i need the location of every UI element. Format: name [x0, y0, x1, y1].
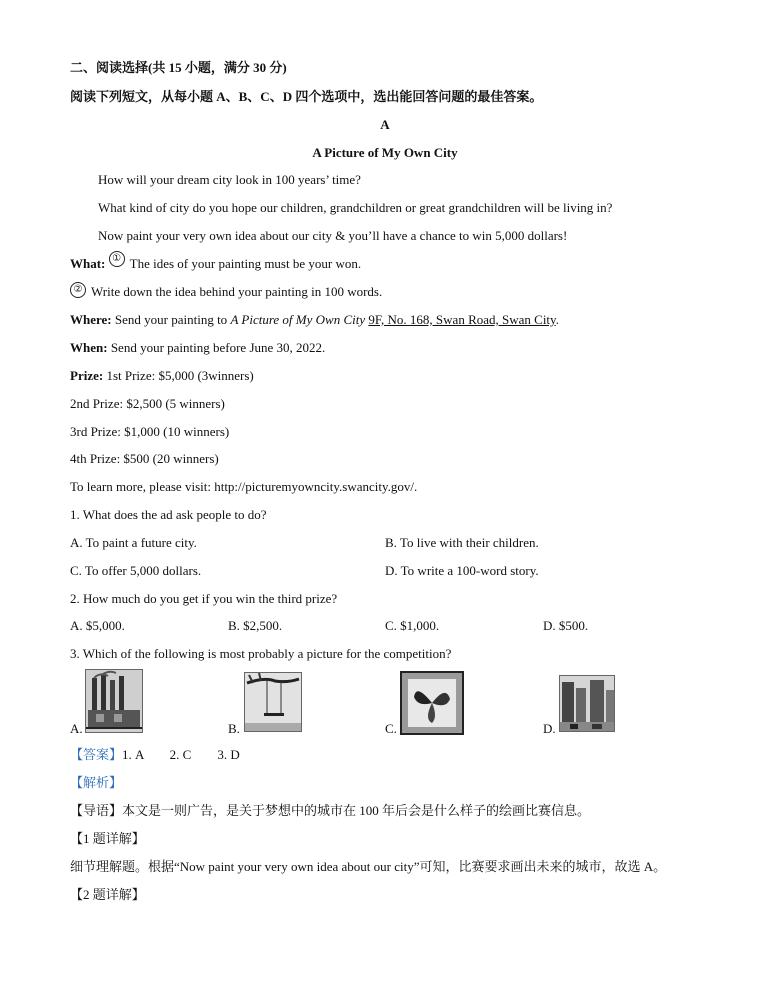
- analysis-label: 【解析】: [70, 775, 123, 790]
- city-street-image: [559, 675, 615, 732]
- what-line-2: [70, 284, 382, 302]
- circle-two-marker: ②: [70, 282, 86, 298]
- where-address: 9F, No. 168, Swan Road, Swan City: [368, 312, 556, 327]
- paragraph-2: What kind of city do you hope our children, grandchildren or great grandchildren will be living in?: [98, 200, 613, 215]
- detail-1-label: 【1 题详解】: [70, 831, 145, 846]
- q3-option-d[interactable]: D.: [543, 721, 556, 736]
- answer-label: 【答案】: [70, 747, 123, 762]
- q2-option-b[interactable]: B. $2,500.: [228, 618, 283, 633]
- detail-2-label: 【2 题详解】: [70, 887, 145, 902]
- q2-option-a[interactable]: A. $5,000.: [70, 618, 125, 633]
- prize-4: 4th Prize: $500 (20 winners): [70, 451, 219, 466]
- instructions: 阅读下列短文，从每小题 A、B、C、D 四个选项中，选出能回答问题的最佳答案。: [70, 89, 543, 104]
- question-1: 1. What does the ad ask people to do?: [70, 507, 267, 522]
- factory-sketch-image: [85, 669, 143, 733]
- q1-option-c[interactable]: C. To offer 5,000 dollars.: [70, 563, 202, 578]
- question-3: 3. Which of the following is most probably a picture for the competition?: [70, 646, 452, 661]
- circle-one-marker: ①: [109, 251, 125, 267]
- butterfly-frame-image: [400, 671, 464, 735]
- what-line: [70, 253, 362, 274]
- swing-drawing-image: [244, 672, 302, 732]
- passage-title: A Picture of My Own City: [312, 145, 458, 160]
- where-text: Send your painting to: [114, 312, 228, 327]
- detail-1-text: 细节理解题。根据“Now paint your very own idea about our city”可知，比赛要求画出未来的城市，故选 A。: [70, 859, 667, 874]
- paragraph-1: How will your dream city look in 100 years’ time?: [98, 172, 361, 187]
- q3-option-c[interactable]: C.: [385, 721, 397, 736]
- prize-2: 2nd Prize: $2,500 (5 winners): [70, 396, 225, 411]
- answer-text: 1. A 2. C 3. D: [122, 747, 240, 762]
- where-line: [70, 312, 559, 328]
- what-label: What:: [70, 256, 106, 271]
- q1-option-a[interactable]: A. To paint a future city.: [70, 535, 197, 550]
- prize-label: Prize:: [70, 368, 104, 383]
- guide-text: 【导语】本文是一则广告，是关于梦想中的城市在 100 年后会是什么样子的绘画比赛信息。: [70, 803, 591, 818]
- q3-option-a[interactable]: A.: [70, 721, 83, 736]
- answer-line: [70, 747, 240, 763]
- where-end: .: [555, 312, 559, 327]
- learn-more: To learn more, please visit: http://picturemyowncity.swancity.gov/.: [70, 479, 418, 494]
- q2-option-c[interactable]: C. $1,000.: [385, 618, 440, 633]
- where-label: Where:: [70, 312, 112, 327]
- when-text: Send your painting before June 30, 2022.: [110, 340, 326, 355]
- when-label: When:: [70, 340, 108, 355]
- question-2: 2. How much do you get if you win the third prize?: [70, 591, 338, 606]
- what-text: The ides of your painting must be your won.: [129, 256, 362, 271]
- section-title: 二、阅读选择(共 15 小题，满分 30 分): [70, 60, 287, 75]
- q2-option-d[interactable]: D. $500.: [543, 618, 589, 633]
- q1-option-b[interactable]: B. To live with their children.: [385, 535, 539, 550]
- what-text-2: Write down the idea behind your painting in 100 words.: [91, 284, 383, 299]
- q1-option-d[interactable]: D. To write a 100-word story.: [385, 563, 539, 578]
- prize-line: [70, 368, 254, 384]
- paragraph-3: Now paint your very own idea about our city & you’ll have a chance to win 5,000 dollars!: [98, 228, 568, 243]
- prize-3: 3rd Prize: $1,000 (10 winners): [70, 424, 230, 439]
- prize-1: 1st Prize: $5,000 (3winners): [106, 368, 254, 383]
- when-line: [70, 340, 325, 356]
- q3-option-b[interactable]: B.: [228, 721, 240, 736]
- where-italic: A Picture of My Own City: [230, 312, 366, 327]
- passage-letter: A: [380, 117, 390, 132]
